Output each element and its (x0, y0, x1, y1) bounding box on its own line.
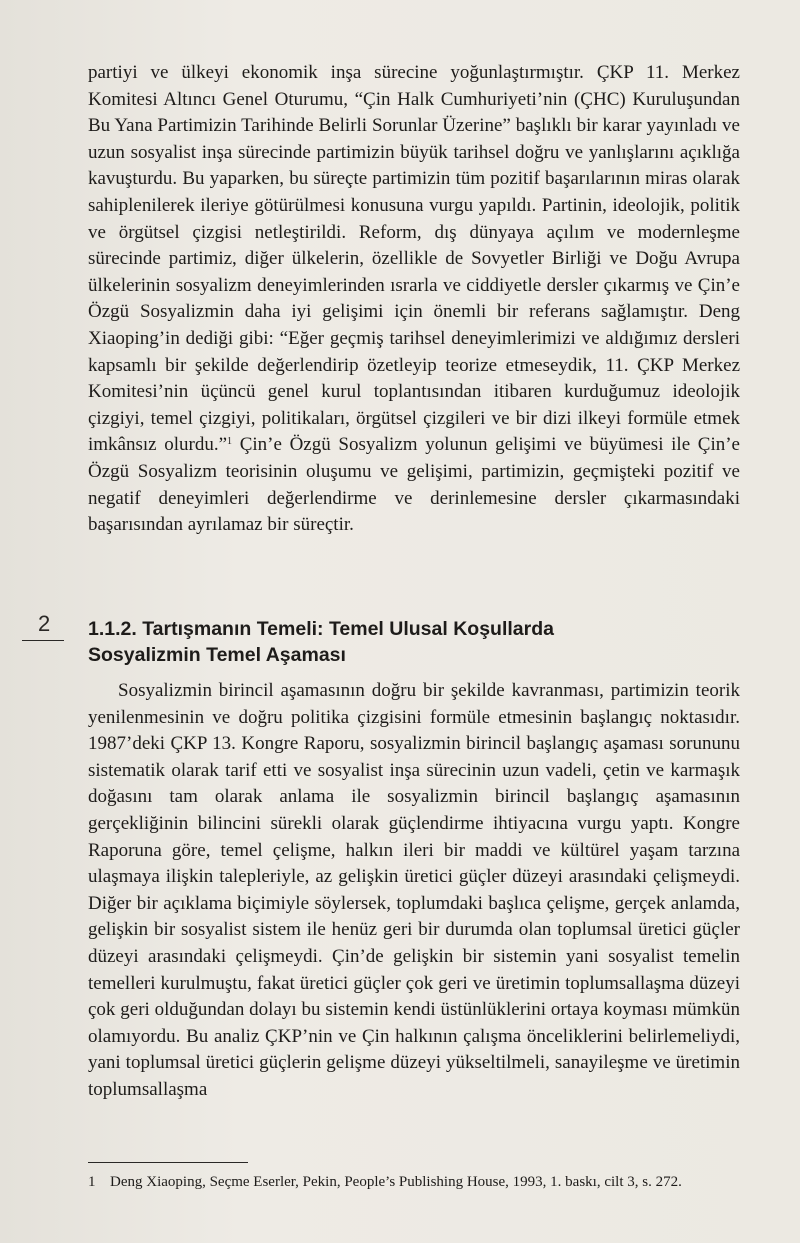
section-heading-line2: Sosyalizmin Temel Aşaması (88, 644, 346, 666)
page-number-rule (22, 640, 64, 641)
section-heading (88, 616, 740, 668)
paragraph-top-continuation: Çin’e Özgü Sosyalizm yolunun gelişimi ve büyümesi ile Çin’e Özgü Sosyalizm teorisinin oluşumu ve gelişimi, partimizin, geçmişteki pozitif ve negatif deneyimleri değerlendirme ve derinlemesine dersler çıkarmasındaki başarısından ayrılamaz bir süreçtir. (88, 434, 740, 536)
footnote (88, 1172, 740, 1193)
footnote-divider (88, 1162, 248, 1163)
body-paragraph-top (88, 60, 740, 539)
footnote-text: Deng Xiaoping, Seçme Eserler, Pekin, People’s Publishing House, 1993, 1. baskı, cilt 3, s. 272. (110, 1174, 682, 1190)
paragraph-top-text: partiyi ve ülkeyi ekonomik inşa sürecine yoğunlaştırmıştır. ÇKP 11. Merkez Komitesi Altıncı Genel Oturumu, “Çin Halk Cumhuriyeti’nin (ÇHC) Kuruluşundan Bu Yana Partimizin Tarihinde Belirli Sorunlar Üzerine” başlıklı bir karar yayınladı ve uzun sosyalist inşa sürecinde partimizin büyük tarihsel doğru ve yanlışlarını açıklığa kavuşturdu. Bu yaparken, bu süreçte partimizin tüm pozitif başarılarının miras olarak sahiplenilerek ileriye götürülmesi konusuna vurgu yapıldı. Partinin, ideolojik, politik ve örgütsel çizgisi netleştirildi. Reform, dış dünyaya açılım ve modernleşme sürecinde partimiz, diğer ülkelerin, özellikle de Sovyetler Birliği ve Doğu Avrupa ülkelerinin sosyalizm deneyimlerinden ısrarla ve ciddiyetle dersler çıkarmış ve Çin’e Özgü Sosyalizmin daha iyi gelişimi için önemli bir referans sağlamıştır. Deng Xiaoping’in dediği gibi: “Eğer geçmiş tarihsel deneyimlerimizi ve aldığımız dersleri kapsamlı bir şekilde değerlendirip özetleyip teorize etmeseydik, 11. ÇKP Merkez Komitesi’nin üçüncü genel kurul toplantısından itibaren kurduğumuz ideolojik çizgiyi, temel çizgiyi, politikaları, örgütsel çizgileri ve bir dizi ilkeyi formüle etmek imkânsız olurdu.” (88, 62, 740, 456)
section-heading-line1: 1.1.2. Tartışmanın Temeli: Temel Ulusal Koşullarda (88, 618, 554, 640)
footnote-reference: 1 (227, 436, 233, 448)
page-number: 2 (38, 611, 51, 636)
body-paragraph-main: Sosyalizmin birincil aşamasının doğru bir şekilde kavranması, partimizin teorik yenilenmesinin ve doğru politika çizgisini formüle etmesinin başlangıç noktasıdır. 1987’deki ÇKP 13. Kongre Raporu, sosyalizmin birincil başlangıç aşaması sorununu sistematik olarak tarif etti ve sosyalist inşa sürecinin uzun vadeli, çetin ve karmaşık doğasını tam olarak anlama ile sosyalizmin birincil başlangıç aşamasının gerçekliğinin bilincini sürekli olarak güçlendirme ihtiyacına vurgu yaptı. Kongre Raporuna göre, temel çelişme, halkın ileri bir maddi ve kültürel yaşam tarzına ulaşmaya ilişkin talepleriyle, az gelişkin üretici güçler düzeyi arasındaki çelişmeydi. Diğer bir açıklama biçimiyle söylersek, toplumdaki başlıca çelişme, gerçek anlamda, gelişkin bir sosyalist sistem ile henüz geri bir durumda olan toplumsal üretici güçler düzeyi arasındaki çelişmeydi. Çin’de gelişkin bir sistemin yani sosyalist temelin temelleri kurulmuştu, fakat üretici güçler çok geri ve üretimin toplumsallaşma düzeyi çok geri olduğundan dolayı bu sistemin kendi üstünlüklerini ortaya koyması mümkün olamıyordu. Bu analiz ÇKP’nin ve Çin halkının çalışma önceliklerini belirlemeliydi, yani toplumsal üretici güçlerin gelişme düzeyi yükseltilmeli, sanayileşme ve üretimin toplumsallaşma (88, 680, 740, 1100)
footnote-number: 1 (88, 1174, 96, 1190)
